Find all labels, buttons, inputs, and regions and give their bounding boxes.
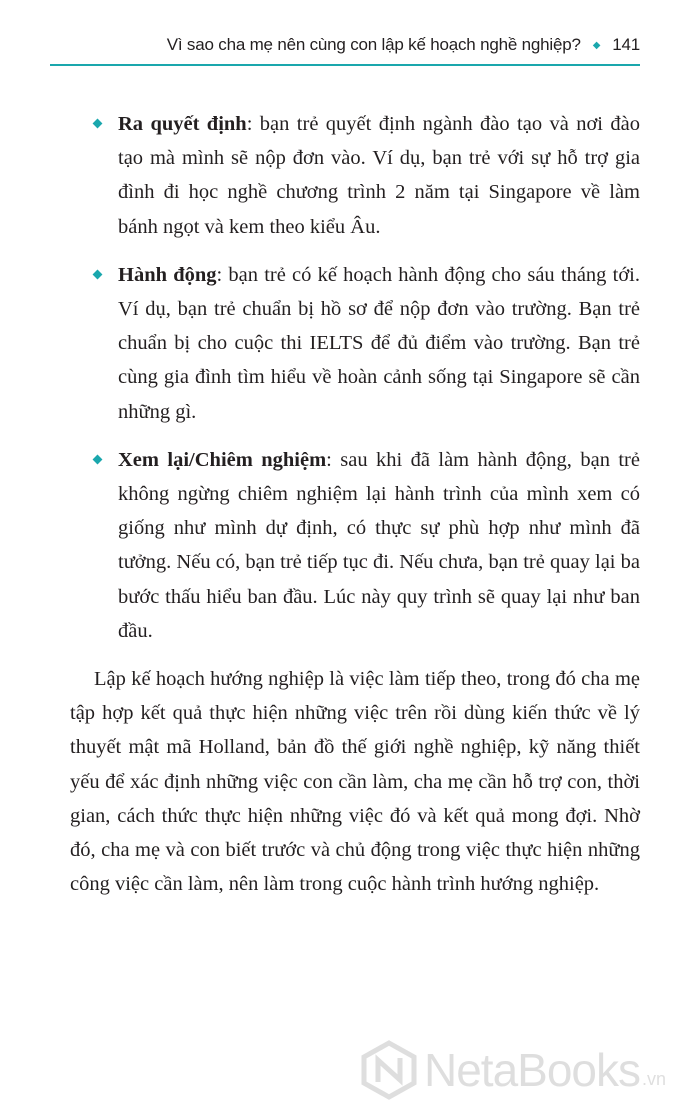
body-paragraph: Lập kế hoạch hướng nghiệp là việc làm tiếp theo, trong đó cha mẹ tập hợp kết quả thực hiện những việc trên rồi dùng kiến thức về lý thuyết mật mã Holland, bản đồ thế giới nghề nghiệp, kỹ năng thiết yếu để xác định những việc con cần làm, cha mẹ cần hỗ trợ con, thời gian, cách thức thực hiện những việc đó và kết quả mong đợi. Nhờ đó, cha mẹ và con biết trước và chủ động trong việc thực hiện những công việc cần làm, nên làm trong cuộc hành trình hướng nghiệp. — [70, 668, 640, 896]
bullet-item-xem-lai — [70, 443, 640, 648]
page-number: 141 — [612, 35, 640, 54]
netabooks-logo-icon — [360, 1040, 418, 1100]
watermark-suffix: .vn — [642, 1068, 667, 1089]
running-header — [50, 28, 640, 62]
watermark-brand: NetaBooks — [424, 1044, 641, 1096]
bullet-term: Hành động — [118, 263, 217, 286]
page-content — [70, 107, 640, 901]
diamond-bullet-icon — [93, 454, 103, 464]
diamond-separator-icon: ◆ — [592, 39, 601, 51]
header-rule — [50, 64, 640, 66]
bullet-list — [70, 107, 640, 648]
bullet-term: Ra quyết định — [118, 113, 247, 135]
bullet-text: : sau khi đã làm hành động, bạn trẻ không ngừng chiêm nghiệm lại hành trình của mình xem có giống như mình dự định, có thực sự phù hợp như mình đã tưởng. Nếu có, bạn trẻ tiếp tục đi. Nếu chưa, bạn trẻ quay lại ba bước thấu hiểu ban đầu. Lúc này quy trình sẽ quay lại như ban đầu. — [118, 448, 640, 642]
chapter-title: Vì sao cha mẹ nên cùng con lập kế hoạch nghề nghiệp? — [166, 35, 581, 54]
bullet-item-ra-quyet-dinh — [70, 107, 640, 244]
watermark — [360, 1040, 666, 1100]
diamond-bullet-icon — [93, 119, 103, 129]
bullet-term: Xem lại/Chiêm nghiệm — [118, 448, 327, 471]
bullet-item-hanh-dong — [70, 258, 640, 429]
bullet-text: : bạn trẻ quyết định ngành đào tạo và nơi đào tạo mà mình sẽ nộp đơn vào. Ví dụ, bạn trẻ với sự hỗ trợ gia đình đi học nghề chương trình 2 năm tại Singapore về làm bánh ngọt và kem theo kiểu Âu. — [118, 113, 640, 238]
bullet-text: : bạn trẻ có kế hoạch hành động cho sáu tháng tới. Ví dụ, bạn trẻ chuẩn bị hồ sơ để nộp đơn vào trường. Bạn trẻ chuẩn bị cho cuộc thi IELTS để đủ điểm vào trường. Bạn trẻ cùng gia đình tìm hiểu về hoàn cảnh sống tại Singapore sẽ cần những gì. — [118, 263, 640, 423]
diamond-bullet-icon — [93, 269, 103, 279]
